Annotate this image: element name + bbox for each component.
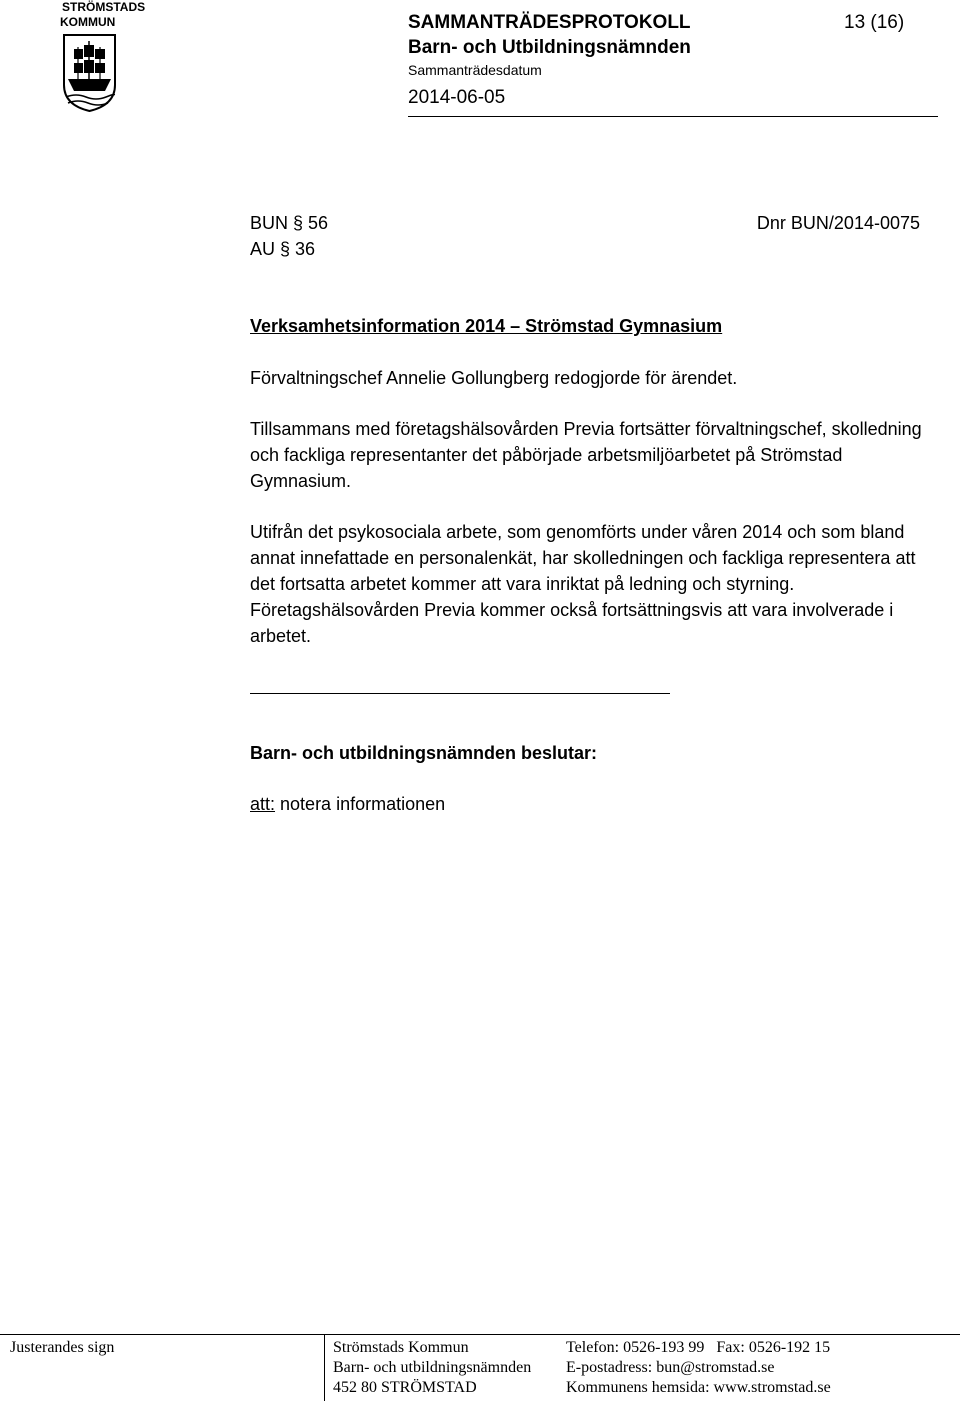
decision-heading: Barn- och utbildningsnämnden beslutar: [250, 743, 598, 763]
footer-divider [324, 1334, 325, 1401]
signature-label: Justerandes sign [10, 1339, 115, 1356]
meeting-date-label: Sammanträdesdatum [408, 62, 542, 78]
footer-org-address: 452 80 STRÖMSTAD [333, 1379, 477, 1396]
case-ref-bun: BUN § 56 [250, 213, 329, 233]
document-type: SAMMANTRÄDESPROTOKOLL [408, 12, 691, 33]
meeting-date: 2014-06-05 [408, 87, 506, 108]
footer-org-name: Strömstads Kommun [333, 1339, 469, 1356]
board-name: Barn- och Utbildningsnämnden [408, 37, 691, 58]
diary-number: Dnr BUN/2014-0075 [756, 213, 920, 233]
decision-text: notera informationen [280, 794, 446, 814]
footer-website: Kommunens hemsida: www.stromstad.se [566, 1379, 831, 1396]
coat-of-arms-icon [62, 33, 117, 113]
footer-email: E-postadress: bun@stromstad.se [566, 1359, 775, 1376]
decision-line [250, 791, 445, 817]
page-number: 13 (16) [844, 12, 905, 33]
paragraph-3: Utifrån det psykosociala arbete, som genomförts under våren 2014 och som bland annat innefattade en personalenkät, har skolledningen och fackliga representera att det fortsatta arbetet kommer att vara inriktat på ledning och styrning. Företagshälsovården Previa kommer också fortsättningsvis att vara involverade i arbetet. [250, 522, 916, 646]
municipality-line2: KOMMUN [60, 15, 116, 29]
section-title: Verksamhetsinformation 2014 – Strömstad Gymnasium [250, 316, 723, 336]
header-rule [408, 116, 938, 117]
footer-phone-fax: Telefon: 0526-193 99 Fax: 0526-192 15 [566, 1339, 831, 1356]
case-ref-au: AU § 36 [250, 239, 316, 259]
paragraph-1: Förvaltningschef Annelie Gollungberg redogjorde för ärendet. [250, 368, 738, 388]
separator-line [250, 693, 670, 694]
decision-label: att: [250, 794, 276, 814]
municipality-line1: STRÖMSTADS [62, 0, 146, 14]
paragraph-2: Tillsammans med företagshälsovården Previa fortsätter förvaltningschef, skolledning och fackliga representanter det påbörjade arbetsmiljöarbetet på Strömstad Gymnasium. [250, 419, 922, 491]
footer-org-dept: Barn- och utbildningsnämnden [333, 1359, 532, 1376]
footer-rule [0, 1334, 960, 1335]
